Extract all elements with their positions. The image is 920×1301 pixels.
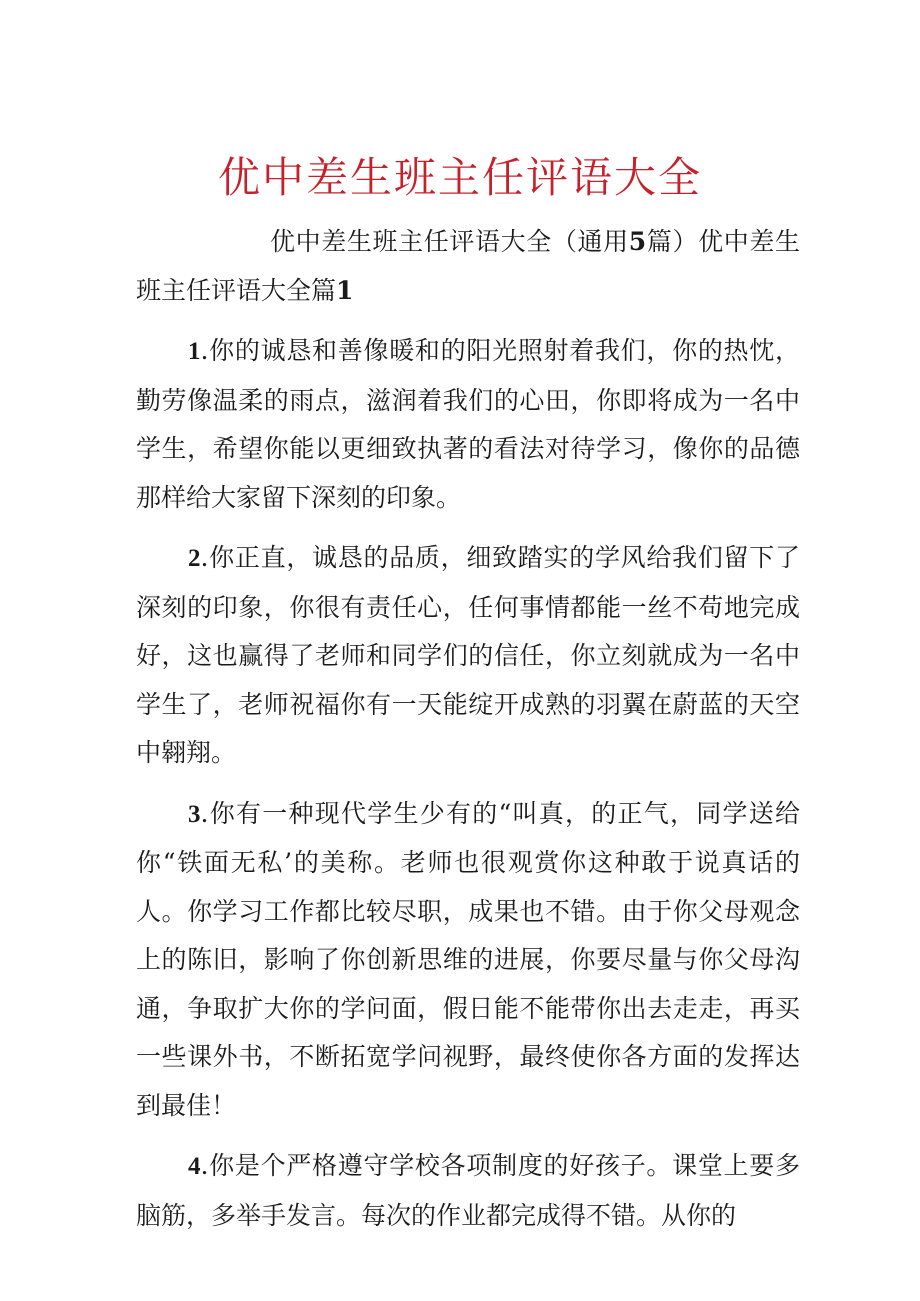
document-body	[136, 218, 800, 1252]
comment-paragraph-4	[136, 1142, 800, 1240]
subtitle-rest: 篇）优中差生班主任评语大全篇	[136, 227, 800, 305]
paragraph-number: 3	[188, 800, 201, 828]
paragraph-number: 1	[188, 338, 201, 365]
paragraph-number: 4	[188, 1153, 201, 1180]
subtitle-main: 优中差生班主任评语大全（通用	[270, 227, 629, 256]
page-title: 优中差生班主任评语大全	[217, 153, 702, 202]
paragraph-text: .你正直，诚恳的品质，细致踏实的学风给我们留下了深刻的印象，你很有责任心，任何事情都能一丝不苟地完成好，这也赢得了老师和同学们的信任，你立刻就成为一名中学生了，老师祝福你有一天能绽开成熟的羽翼在蔚蓝的天空中翱翔。	[136, 543, 800, 767]
comment-paragraph-3	[136, 790, 800, 1131]
subtitle-count: 5	[628, 227, 647, 256]
paragraph-number: 2	[188, 545, 201, 572]
document-subtitle	[136, 218, 800, 315]
paragraph-text: .你的诚恳和善像暖和的阳光照射着我们，你的热忱，勤劳像温柔的雨点，滋润着我们的心田，你即将成为一名中学生，希望你能以更细致执著的看法对待学习，像你的品德那样给大家留下深刻的印象。	[136, 336, 800, 512]
comment-paragraph-1	[136, 327, 800, 522]
paragraph-text: .你是个严格遵守学校各项制度的好孩子。课堂上要多脑筋，多举手发言。每次的作业都完成得不错。从你的	[136, 1151, 800, 1230]
paragraph-text: .你有一种现代学生少有的“叫真，的正气，同学送给你“铁面无私’的美称。老师也很观赏你这种敢于说真话的人。你学习工作都比较尽职，成果也不错。由于你父母观念上的陈旧，影响了你创新思维的进展，你要尽量与你父母沟通，争取扩大你的学问面，假日能不能带你出去走走，再买一些课外书，不断拓宽学问视野，最终使你各方面的发挥达到最佳！	[136, 798, 800, 1120]
subtitle-index: 1	[336, 275, 354, 305]
comment-paragraph-2	[136, 534, 800, 778]
